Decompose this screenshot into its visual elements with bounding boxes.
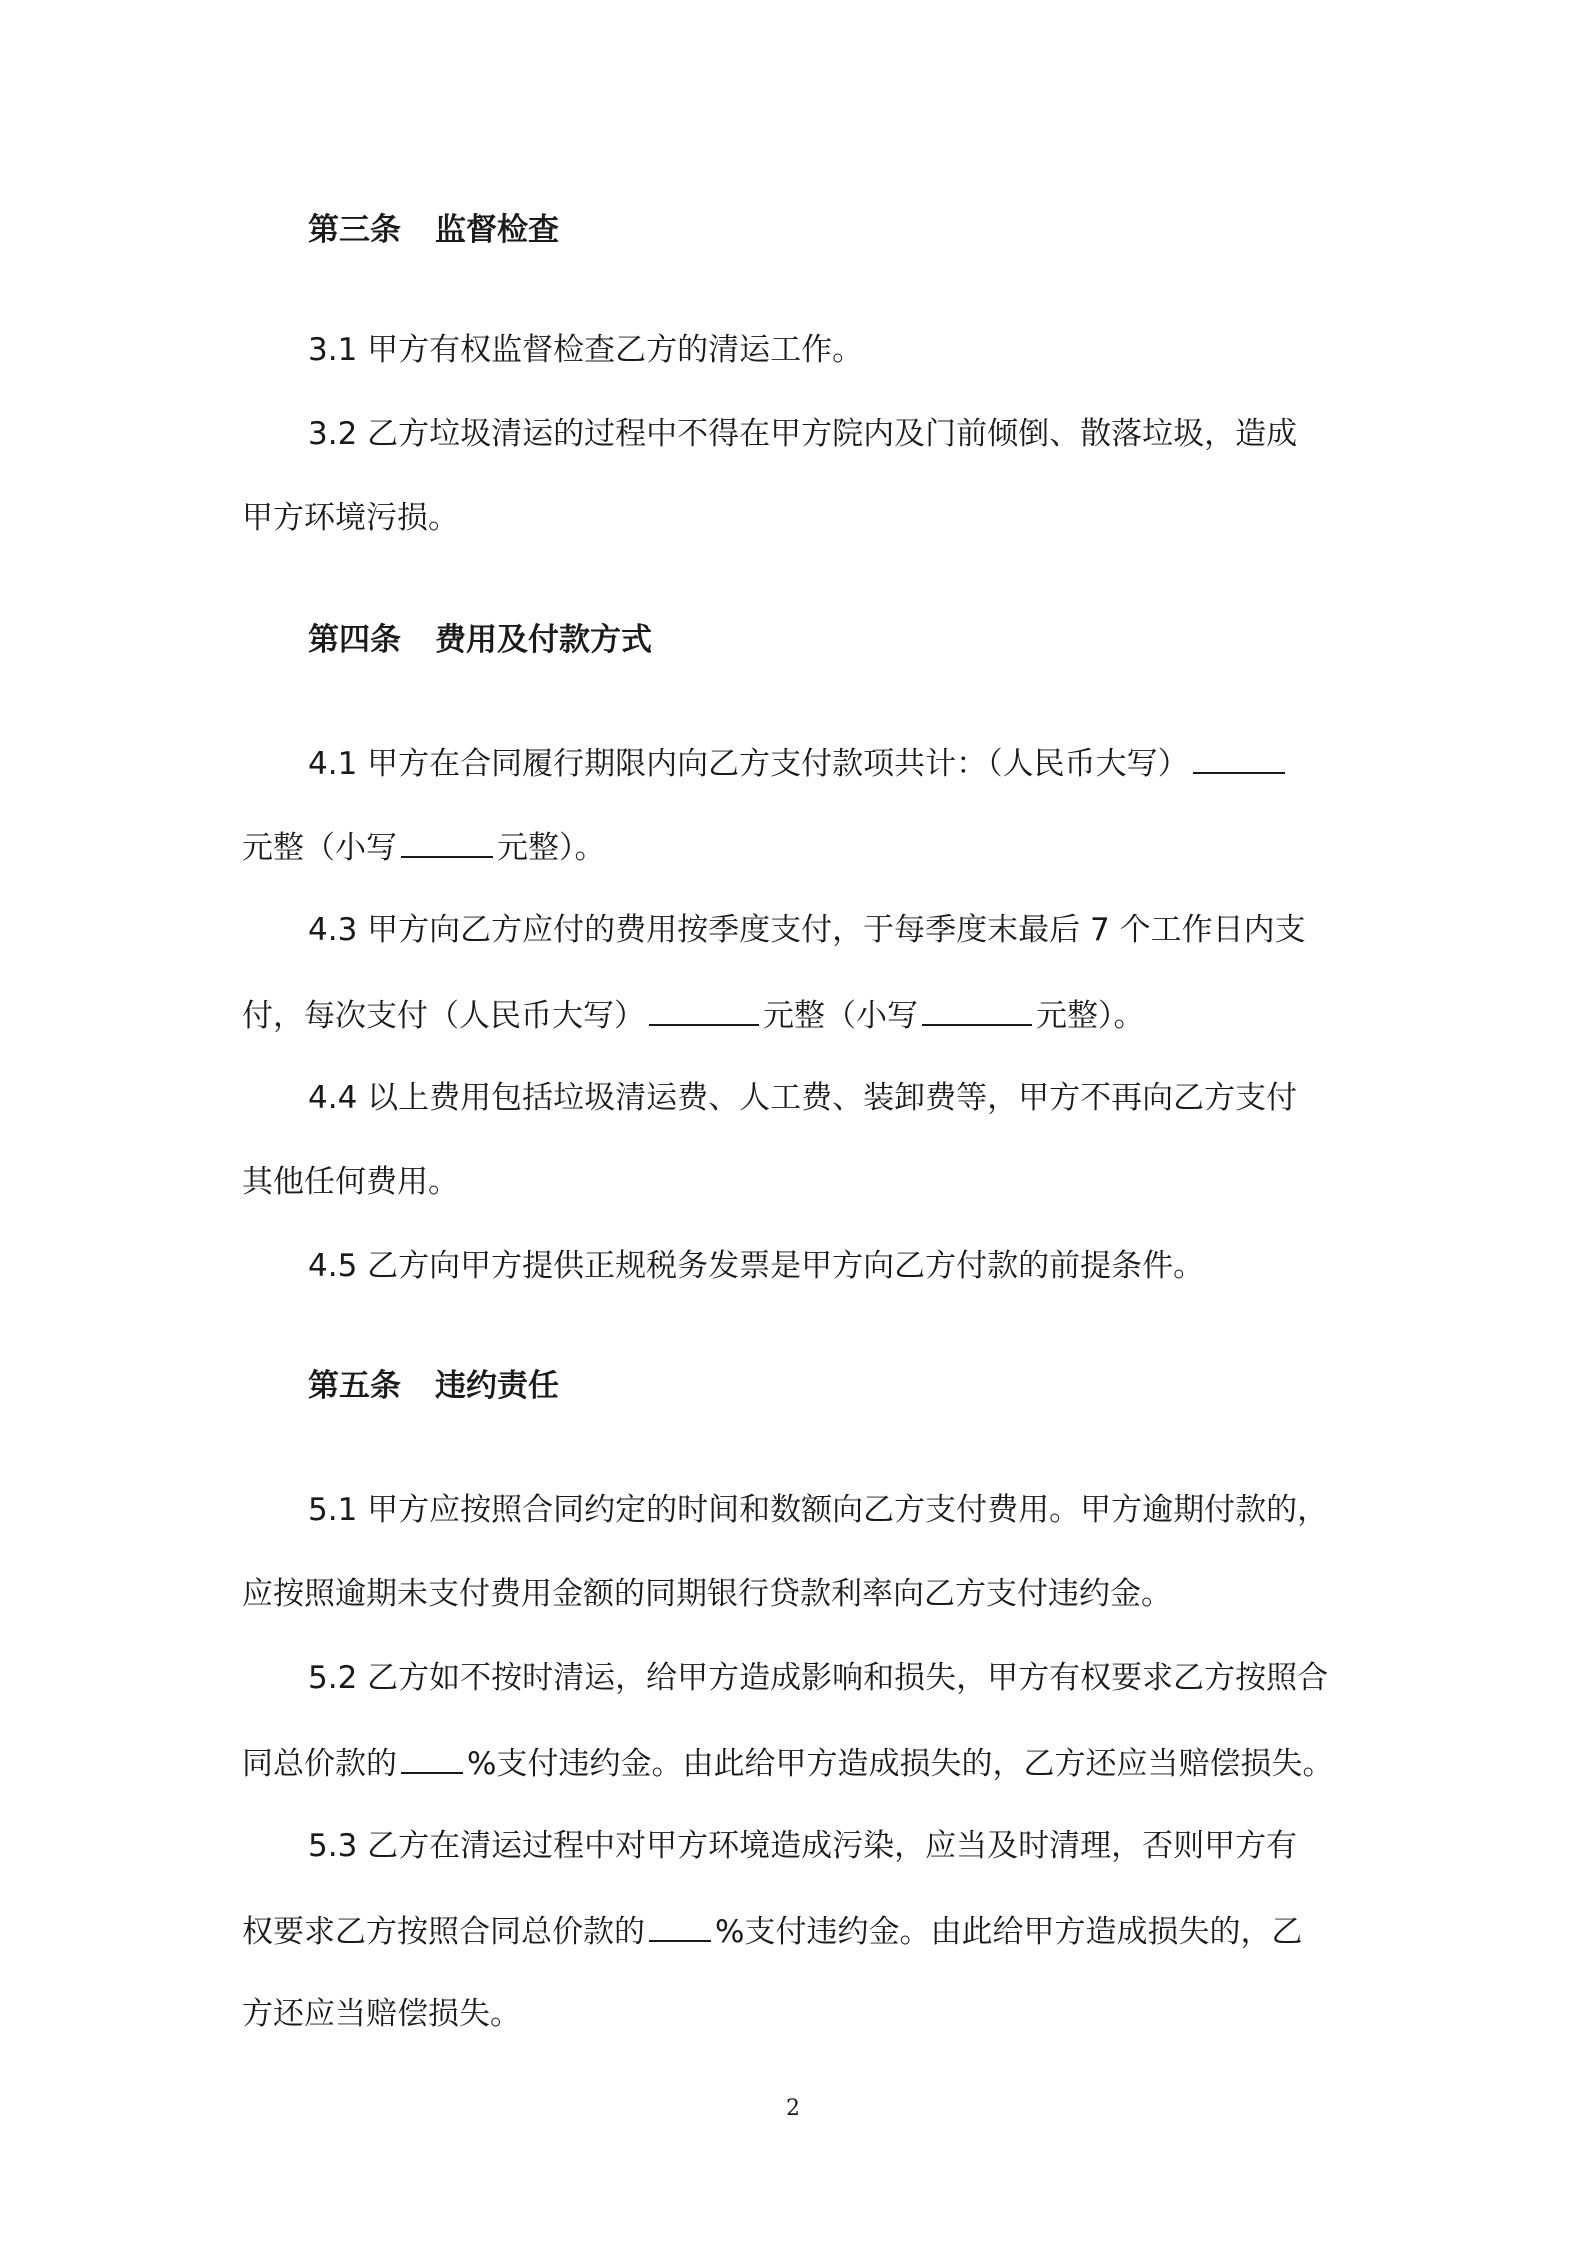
- clause-4-3-line-2: [242, 994, 1145, 1036]
- clause-3-1: 3.1 甲方有权监督检查乙方的清运工作。: [308, 332, 864, 368]
- clause-4-1-line-1: [308, 742, 1289, 784]
- clause-4-4-line-2: 其他任何费用。: [242, 1164, 459, 1200]
- section-5-heading: [308, 1366, 559, 1406]
- installment-words-blank: [649, 994, 759, 1026]
- clause-4-1-text: 4.1 甲方在合同履行期限内向乙方支付款项共计：（人民币大写）: [308, 746, 1189, 782]
- page-number: 2: [786, 2096, 800, 2121]
- clause-5-2-text: 同总价款的: [242, 1746, 397, 1782]
- clause-5-3-line-2: [242, 1910, 1302, 1952]
- section-5-title: 违约责任: [435, 1368, 559, 1404]
- section-5-number: 第五条: [308, 1368, 401, 1404]
- amount-figures-blank: [401, 826, 493, 858]
- pollution-percent-blank: [649, 1910, 711, 1942]
- clause-5-3-line-3: 方还应当赔偿损失。: [242, 1996, 521, 2032]
- section-4-title: 费用及付款方式: [435, 622, 652, 658]
- clause-4-3-yuan-end: 元整）。: [1036, 998, 1145, 1034]
- clause-4-4-line-1: 4.4 以上费用包括垃圾清运费、人工费、装卸费等，甲方不再向乙方支付: [308, 1080, 1298, 1116]
- clause-4-1-yuan-label: 元整（小写: [242, 830, 397, 866]
- clause-3-2-line-1: 3.2 乙方垃圾清运的过程中不得在甲方院内及门前倾倒、散落垃圾，造成: [308, 416, 1298, 452]
- clause-4-3-text: 付，每次支付（人民币大写）: [242, 998, 645, 1034]
- section-3-heading: [308, 210, 559, 250]
- clause-5-3-text: 权要求乙方按照合同总价款的: [242, 1914, 645, 1950]
- clause-4-1-yuan-end: 元整）。: [497, 830, 606, 866]
- clause-5-2-line-2: [242, 1742, 1333, 1784]
- section-3-title: 监督检查: [435, 212, 559, 248]
- section-4-heading: [308, 620, 652, 660]
- clause-5-1-line-1: 5.1 甲方应按照合同约定的时间和数额向乙方支付费用。甲方逾期付款的，: [308, 1492, 1329, 1528]
- clause-5-3-text-end: %支付违约金。由此给甲方造成损失的，乙: [715, 1914, 1303, 1950]
- penalty-percent-blank: [401, 1742, 463, 1774]
- clause-5-3-line-1: 5.3 乙方在清运过程中对甲方环境造成污染，应当及时清理，否则甲方有: [308, 1828, 1298, 1864]
- clause-5-2-text-end: %支付违约金。由此给甲方造成损失的，乙方还应当赔偿损失。: [467, 1746, 1334, 1782]
- clause-3-2-line-2: 甲方环境污损。: [242, 500, 459, 536]
- clause-4-1-line-2: [242, 826, 606, 868]
- installment-figures-blank: [922, 994, 1032, 1026]
- clause-5-2-line-1: 5.2 乙方如不按时清运，给甲方造成影响和损失，甲方有权要求乙方按照合: [308, 1660, 1329, 1696]
- clause-4-3-line-1: 4.3 甲方向乙方应付的费用按季度支付，于每季度末最后 7 个工作日内支: [308, 912, 1306, 948]
- clause-4-5: 4.5 乙方向甲方提供正规税务发票是甲方向乙方付款的前提条件。: [308, 1248, 1205, 1284]
- amount-words-blank: [1193, 742, 1285, 774]
- clause-5-1-line-2: 应按照逾期未支付费用金额的同期银行贷款利率向乙方支付违约金。: [242, 1576, 1172, 1612]
- clause-4-3-yuan-label: 元整（小写: [763, 998, 918, 1034]
- section-3-number: 第三条: [308, 212, 401, 248]
- section-4-number: 第四条: [308, 622, 401, 658]
